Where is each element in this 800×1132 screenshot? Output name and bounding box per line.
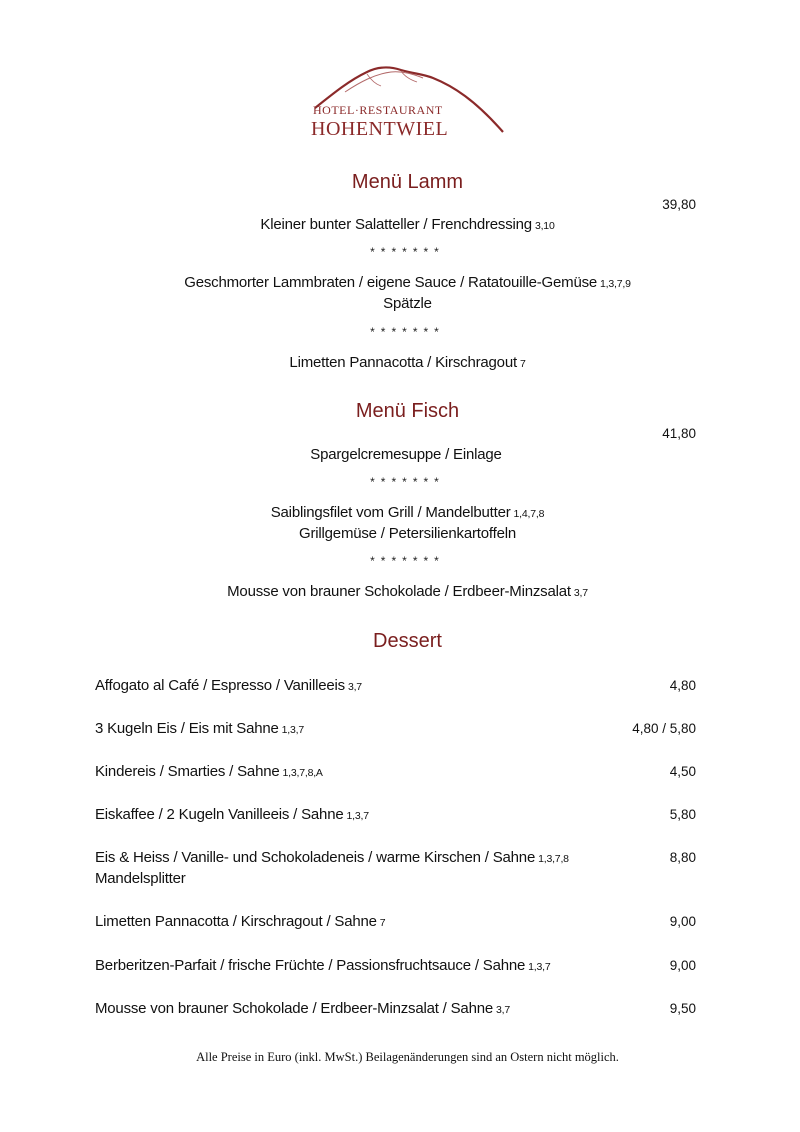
dessert-price: 4,80 / 5,80 bbox=[632, 721, 696, 736]
course-separator: ******* bbox=[370, 554, 445, 568]
dessert-text: Berberitzen-Parfait / frische Früchte / Passionsfruchtsauce / Sahne bbox=[95, 957, 526, 974]
dessert-item bbox=[95, 955, 615, 978]
dessert-price: 4,50 bbox=[669, 764, 696, 779]
dessert-price: 9,50 bbox=[669, 1001, 696, 1016]
course-separator: ******* bbox=[370, 325, 445, 339]
dessert-price: 9,00 bbox=[669, 914, 696, 929]
menu-fisch-title: Menü Fisch bbox=[355, 400, 460, 422]
dessert-text: Mousse von brauner Schokolade / Erdbeer-Minzsalat / Sahne bbox=[95, 1000, 493, 1017]
dessert-item bbox=[95, 911, 615, 934]
logo-line1: HOTEL·RESTAURANT bbox=[313, 103, 443, 117]
course-text: Kleiner bunter Salatteller / Frenchdressing bbox=[260, 216, 532, 233]
dessert-allergens: 1,3,7 bbox=[528, 961, 551, 973]
dessert-item bbox=[95, 804, 615, 827]
menu-fisch-price: 41,80 bbox=[662, 426, 696, 441]
dessert-title: Dessert bbox=[373, 630, 442, 652]
course-text: Saiblingsfilet vom Grill / Mandelbutter bbox=[270, 504, 511, 521]
course-allergens: 3,10 bbox=[534, 220, 555, 232]
course-allergens: 3,7 bbox=[573, 587, 588, 599]
menu-lamm-course-2 bbox=[0, 273, 800, 294]
dessert-text: Affogato al Café / Espresso / Vanilleeis bbox=[95, 677, 345, 694]
price-footnote: Alle Preise in Euro (inkl. MwSt.) Beilagenänderungen sind an Ostern nicht möglich. bbox=[196, 1050, 619, 1064]
menu-lamm-title: Menü Lamm bbox=[351, 171, 464, 193]
menu-lamm-price: 39,80 bbox=[662, 197, 696, 212]
dessert-allergens: 3,7 bbox=[496, 1004, 510, 1016]
dessert-item bbox=[95, 847, 615, 870]
dessert-text: Eiskaffee / 2 Kugeln Vanilleeis / Sahne bbox=[95, 806, 344, 823]
dessert-price: 9,00 bbox=[669, 958, 696, 973]
logo-line2: HOHENTWIEL bbox=[311, 118, 449, 140]
dessert-text: Eis & Heiss / Vanille- und Schokoladeneis / warme Kirschen / Sahne bbox=[95, 849, 536, 866]
dessert-item bbox=[95, 675, 615, 698]
dessert-allergens: 1,3,7 bbox=[346, 810, 369, 822]
dessert-allergens: 1,3,7 bbox=[281, 724, 305, 736]
dessert-allergens: 3,7 bbox=[347, 681, 362, 693]
dessert-item bbox=[95, 998, 615, 1021]
menu-lamm-course-2-line2: Spätzle bbox=[383, 295, 432, 312]
course-allergens: 1,4,7,8 bbox=[513, 508, 545, 520]
menu-fisch-course-2-line2: Grillgemüse / Petersilienkartoffeln bbox=[299, 525, 516, 542]
dessert-item bbox=[95, 761, 615, 784]
course-text: Limetten Pannacotta / Kirschragout bbox=[289, 354, 517, 371]
menu-lamm-course-1 bbox=[0, 215, 800, 236]
course-text: Mousse von brauner Schokolade / Erdbeer-Minzsalat bbox=[227, 583, 571, 600]
menu-lamm-course-3 bbox=[0, 353, 800, 374]
menu-fisch-course-2 bbox=[0, 503, 800, 524]
mountain-logo-icon bbox=[305, 62, 515, 142]
hotel-logo bbox=[305, 62, 515, 142]
course-separator: ******* bbox=[370, 245, 445, 259]
dessert-text: Limetten Pannacotta / Kirschragout / Sahne bbox=[95, 913, 377, 930]
dessert-allergens: 1,3,7,8 bbox=[538, 853, 569, 865]
course-allergens: 7 bbox=[519, 358, 526, 370]
course-text: Spargelcremesuppe / Einlage bbox=[310, 446, 502, 463]
dessert-item-line2: Mandelsplitter bbox=[95, 870, 186, 887]
dessert-item bbox=[95, 718, 615, 741]
dessert-price: 4,80 bbox=[669, 678, 696, 693]
menu-fisch-course-3 bbox=[0, 582, 800, 603]
dessert-allergens: 1,3,7,8,A bbox=[282, 767, 323, 779]
dessert-text: 3 Kugeln Eis / Eis mit Sahne bbox=[95, 720, 279, 737]
course-text: Geschmorter Lammbraten / eigene Sauce / Ratatouille-Gemüse bbox=[184, 274, 598, 291]
course-allergens: 1,3,7,9 bbox=[600, 278, 631, 290]
dessert-allergens: 7 bbox=[379, 917, 386, 929]
dessert-text: Kindereis / Smarties / Sahne bbox=[95, 763, 280, 780]
course-separator: ******* bbox=[370, 475, 445, 489]
dessert-price: 5,80 bbox=[669, 807, 696, 822]
dessert-price: 8,80 bbox=[669, 850, 696, 865]
menu-fisch-course-1 bbox=[0, 445, 800, 466]
